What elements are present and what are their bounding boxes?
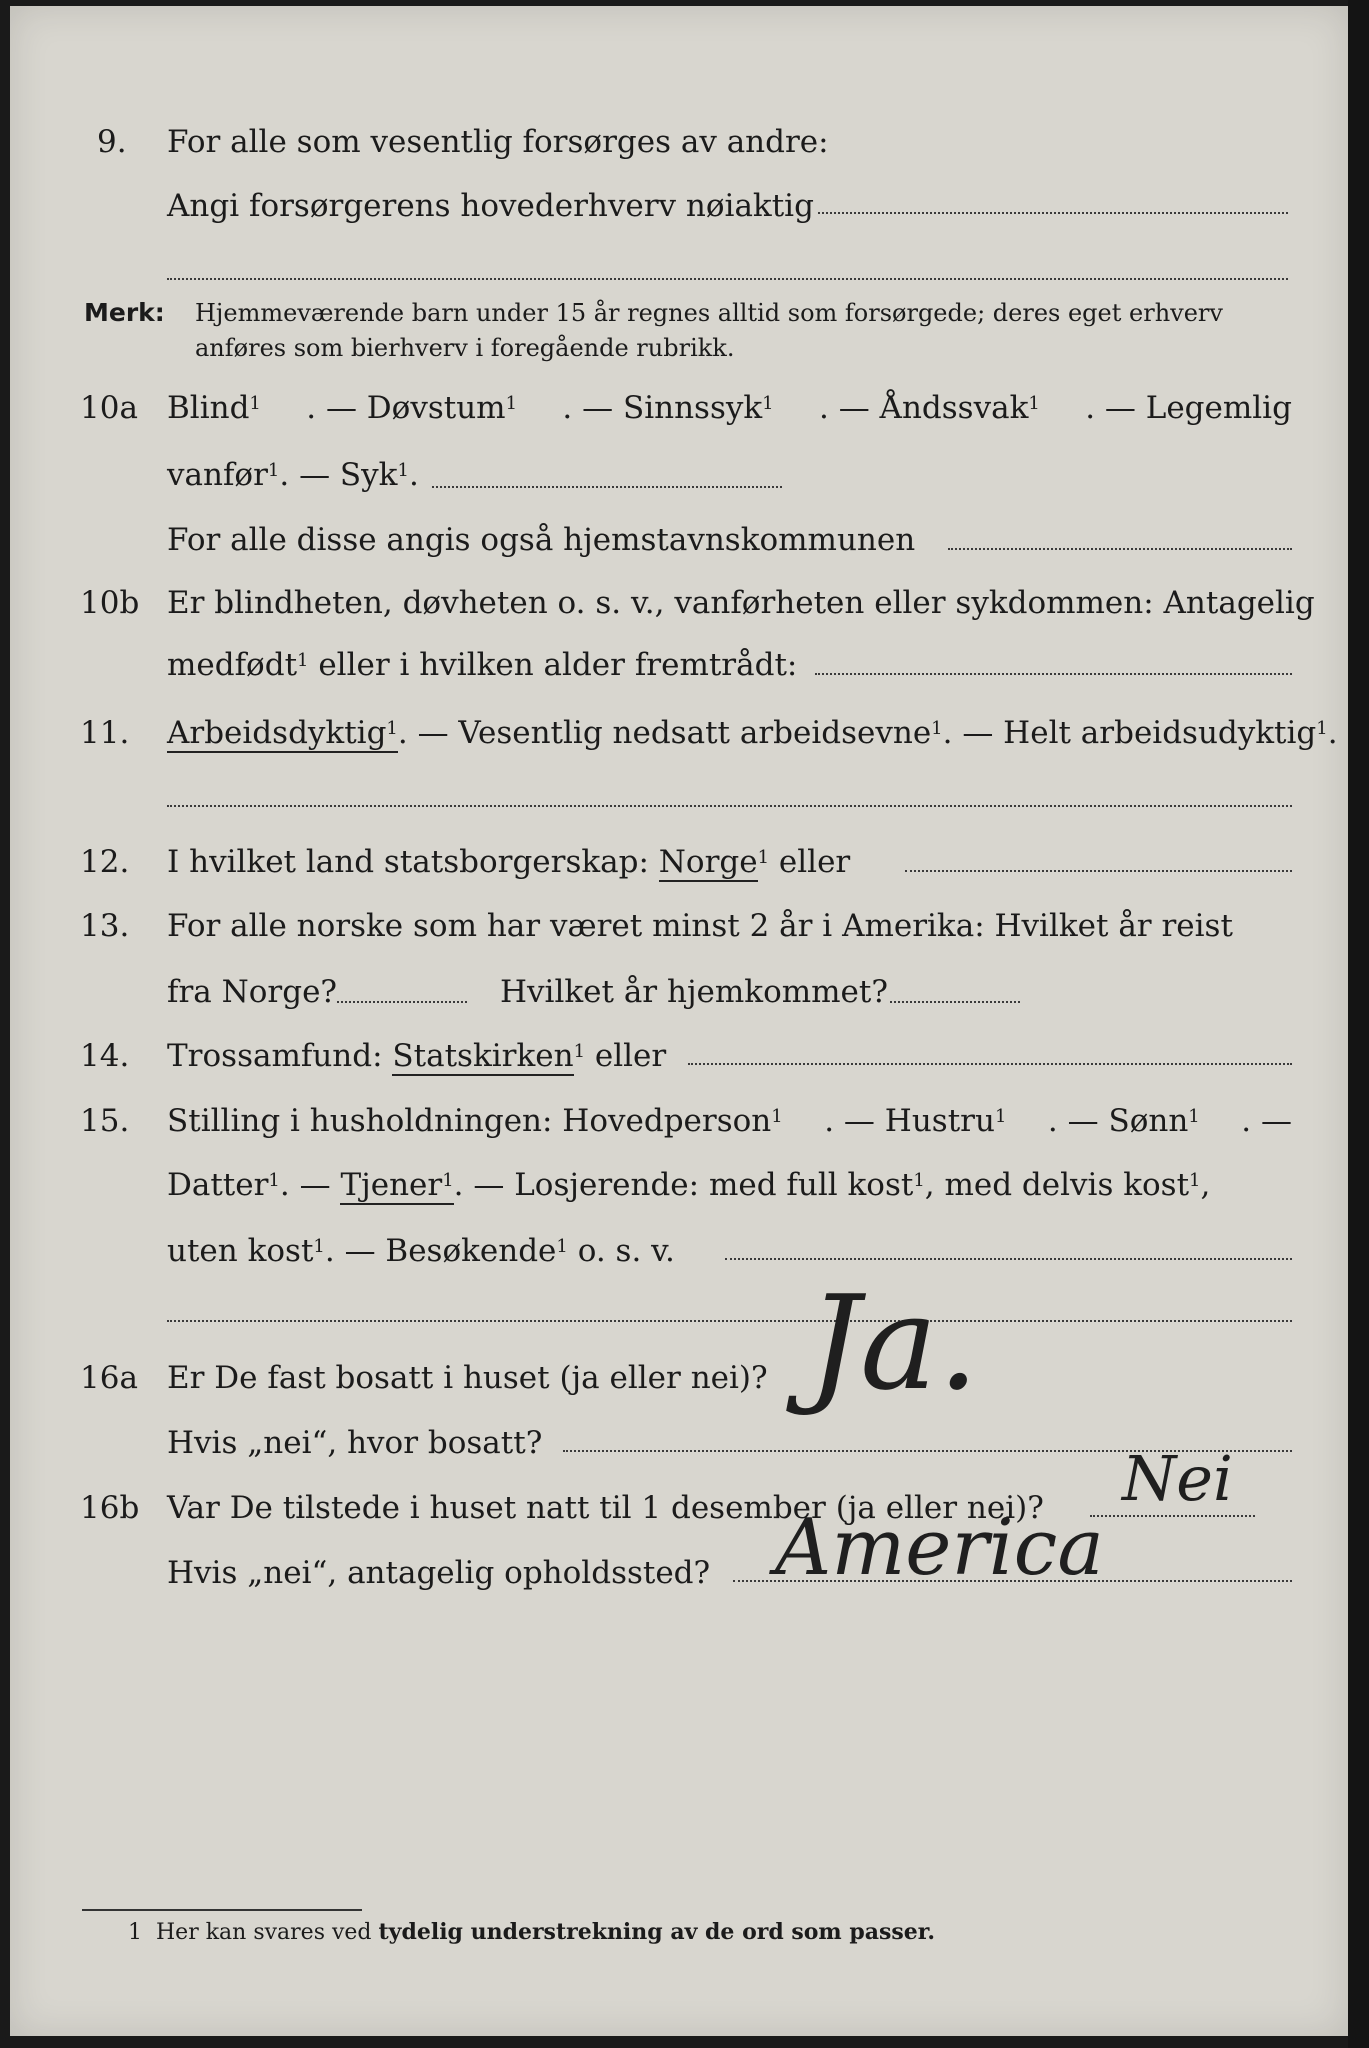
underlined-tjener: Tjener$^1$	[340, 1167, 454, 1203]
q16b-answer-field[interactable]	[1090, 1515, 1255, 1517]
option-sinnssyk: . — Sinnssyk$^1$	[562, 390, 774, 426]
merk-line1: Hjemmeværende barn under 15 år regnes alltid som forsørgede; deres eget erhverv	[195, 299, 1223, 327]
q15-line1: Stilling i husholdningen: Hovedperson$^1$ . — Hustru$^1$ . — Sønn$^1$ . —	[167, 1103, 1292, 1139]
option-andssvak: . — Åndssvak$^1$	[819, 390, 1040, 426]
q13-line1: For alle norske som har været minst 2 år i Amerika: Hvilket år reist	[167, 908, 1233, 944]
q11-answer-field[interactable]	[167, 805, 1292, 807]
q10a-line2: vanfør$^1$. — Syk$^1$.	[167, 457, 419, 493]
q12-answer-field[interactable]	[905, 870, 1292, 872]
q13-hjemkommet-field[interactable]	[890, 1001, 1020, 1003]
underlined-norge: Norge	[658, 844, 758, 880]
q14-number: 14.	[80, 1038, 130, 1074]
q10a-number: 10a	[80, 390, 138, 426]
merk-label: Merk:	[84, 298, 165, 327]
q9-line1: For alle som vesentlig forsørges av andre:	[167, 124, 829, 160]
q10b-line1: Er blindheten, døvheten o. s. v., vanførheten eller sykdommen: Antagelig	[167, 585, 1315, 621]
q14-line: Trossamfund: Statskirken$^1$ eller	[167, 1038, 667, 1074]
option-blind: Blind$^1$	[167, 390, 261, 426]
q10b-number: 10b	[80, 585, 140, 621]
q16b-number: 16b	[80, 1490, 140, 1526]
q16b-line1: Var De tilstede i huset natt til 1 desember (ja eller nei)?	[167, 1490, 1044, 1526]
q9-line2: Angi forsørgerens hovederhverv nøiaktig	[167, 188, 814, 224]
underlined-arbeidsdyktig: Arbeidsdyktig$^1$	[167, 715, 398, 751]
q16a-number: 16a	[80, 1360, 138, 1396]
q9-number: 9.	[97, 124, 127, 160]
q16b-handwritten-america: America	[775, 1503, 1104, 1593]
q13-line2b: Hvilket år hjemkommet?	[500, 974, 888, 1010]
q12-number: 12.	[80, 844, 130, 880]
q10b-answer-field[interactable]	[815, 673, 1292, 675]
q15-line3: uten kost$^1$. — Besøkende$^1$ o. s. v.	[167, 1233, 675, 1269]
q10a-kommune-field[interactable]	[948, 548, 1292, 550]
option-legemlig: . — Legemlig	[1085, 390, 1292, 426]
q16b-handwritten-nei: Nei	[1122, 1442, 1233, 1515]
q13-line2a: fra Norge?	[167, 974, 338, 1010]
q16a-line1: Er De fast bosatt i huset (ja eller nei)?	[167, 1360, 768, 1396]
q12-line: I hvilket land statsborgerskap: Norge$^1$ eller	[167, 844, 851, 880]
q15-number: 15.	[80, 1103, 130, 1139]
q10b-line2: medfødt$^1$ eller i hvilken alder fremtrådt:	[167, 647, 798, 683]
q10a-line1	[167, 388, 1292, 428]
q10a-line3: For alle disse angis også hjemstavnskommunen	[167, 522, 916, 558]
underlined-statskirken: Statskirken	[392, 1038, 574, 1074]
q16b-line2: Hvis „nei“, antagelig opholdssted?	[167, 1555, 711, 1591]
scan-border	[1348, 0, 1369, 2048]
option-dovstum: . — Døvstum$^1$	[306, 390, 518, 426]
q9-answer-field-2[interactable]	[167, 278, 1288, 280]
q9-answer-field[interactable]	[818, 212, 1288, 214]
q16a-line2: Hvis „nei“, hvor bosatt?	[167, 1425, 543, 1461]
merk-line2: anføres som bierhverv i foregående rubrikk.	[195, 334, 735, 362]
q15-answer-field[interactable]	[725, 1258, 1292, 1260]
q15-answer-field-2[interactable]	[167, 1320, 1292, 1322]
q11-number: 11.	[80, 715, 130, 751]
footnote: 1 Her kan svares ved tydelig understrekning av de ord som passer.	[128, 1919, 936, 1945]
q15-line2: Datter$^1$. — Tjener$^1$. — Losjerende: med full kost$^1$, med delvis kost$^1$,	[167, 1167, 1211, 1203]
footnote-rule	[82, 1909, 362, 1911]
q14-answer-field[interactable]	[688, 1063, 1292, 1065]
q11-line: Arbeidsdyktig$^1$. — Vesentlig nedsatt arbeidsevne$^1$. — Helt arbeidsudyktig$^1$.	[167, 715, 1338, 751]
q16a-handwritten-answer: Ja.	[808, 1267, 979, 1419]
q13-reist-field[interactable]	[337, 1001, 467, 1003]
q13-number: 13.	[80, 908, 130, 944]
q10a-syk-field[interactable]	[432, 486, 782, 488]
